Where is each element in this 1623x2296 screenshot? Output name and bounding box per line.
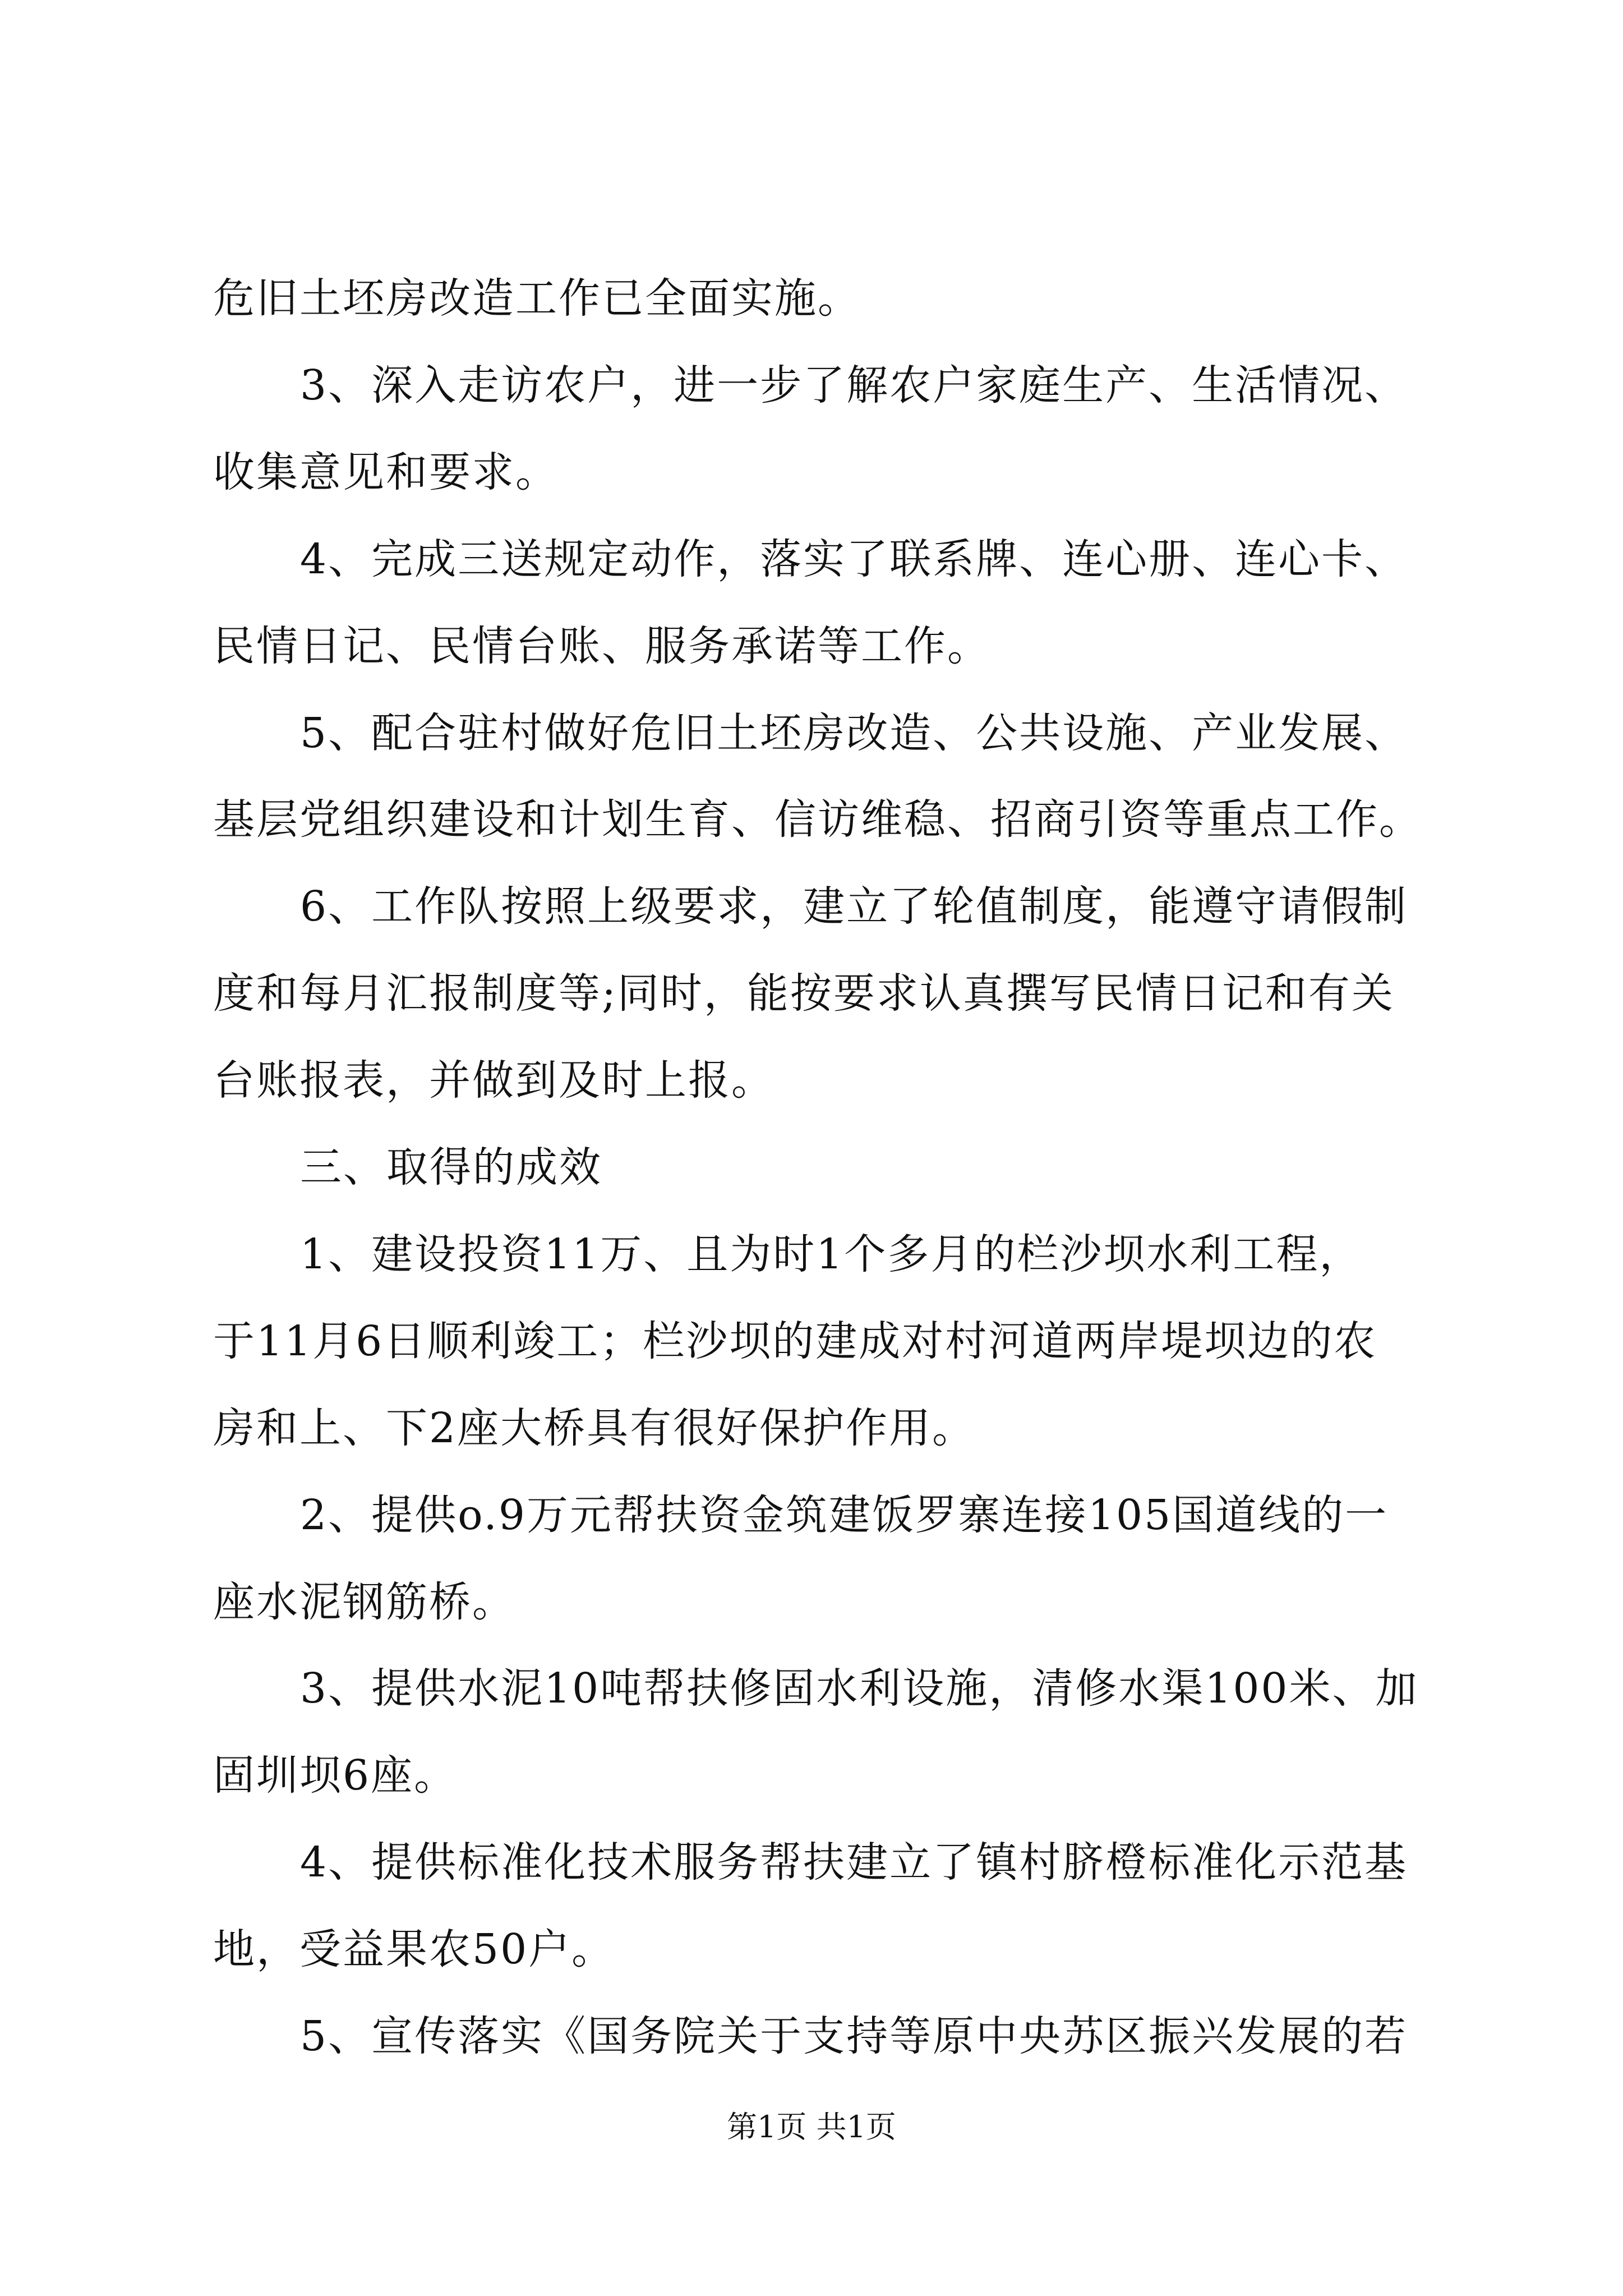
- body-text-line: 危旧土坯房改造工作已全面实施。: [213, 274, 861, 323]
- body-text-line: 收集意见和要求。: [213, 448, 559, 496]
- body-text-line: 房和上、下2座大桥具有很好保护作用。: [213, 1404, 976, 1452]
- body-text-line: 5、配合驻村做好危旧土坯房改造、公共设施、产业发展、: [300, 709, 1408, 757]
- body-text-line: 1、建设投资11万、且为时1个多月的栏沙坝水利工程，: [300, 1230, 1363, 1278]
- body-text-line: 3、深入走访农户，进一步了解农户家庭生产、生活情况、: [300, 361, 1408, 409]
- body-text-line: 台账报表，并做到及时上报。: [213, 1056, 774, 1105]
- body-text-line: 度和每月汇报制度等;同时，能按要求认真撰写民情日记和有关: [213, 969, 1395, 1018]
- body-text-line: 3、提供水泥10吨帮扶修固水利设施，清修水渠100米、加: [300, 1664, 1419, 1713]
- section-heading: 三、取得的成效: [300, 1143, 602, 1191]
- body-text-line: 地，受益果农50户。: [213, 1925, 615, 1973]
- body-text-line: 于11月6日顺利竣工；栏沙坝的建成对村河道两岸堤坝边的农: [213, 1317, 1377, 1365]
- body-text-line: 座水泥钢筋桥。: [213, 1578, 515, 1626]
- body-text-line: 基层党组织建设和计划生育、信访维稳、招商引资等重点工作。: [213, 795, 1422, 844]
- body-text-line: 5、宣传落实《国务院关于支持等原中央苏区振兴发展的若: [300, 2012, 1408, 2060]
- body-text-line: 民情日记、民情台账、服务承诺等工作。: [213, 622, 990, 670]
- body-text-line: 2、提供o.9万元帮扶资金筑建饭罗寨连接105国道线的一: [300, 1491, 1389, 1539]
- page-footer: 第1页 共1页: [727, 2109, 896, 2145]
- body-text-line: 固圳坝6座。: [213, 1751, 458, 1800]
- body-text-line: 4、提供标准化技术服务帮扶建立了镇村脐橙标准化示范基: [300, 1838, 1408, 1887]
- body-text-line: 4、完成三送规定动作，落实了联系牌、连心册、连心卡、: [300, 535, 1408, 583]
- body-text-line: 6、工作队按照上级要求，建立了轮值制度，能遵守请假制: [300, 882, 1408, 931]
